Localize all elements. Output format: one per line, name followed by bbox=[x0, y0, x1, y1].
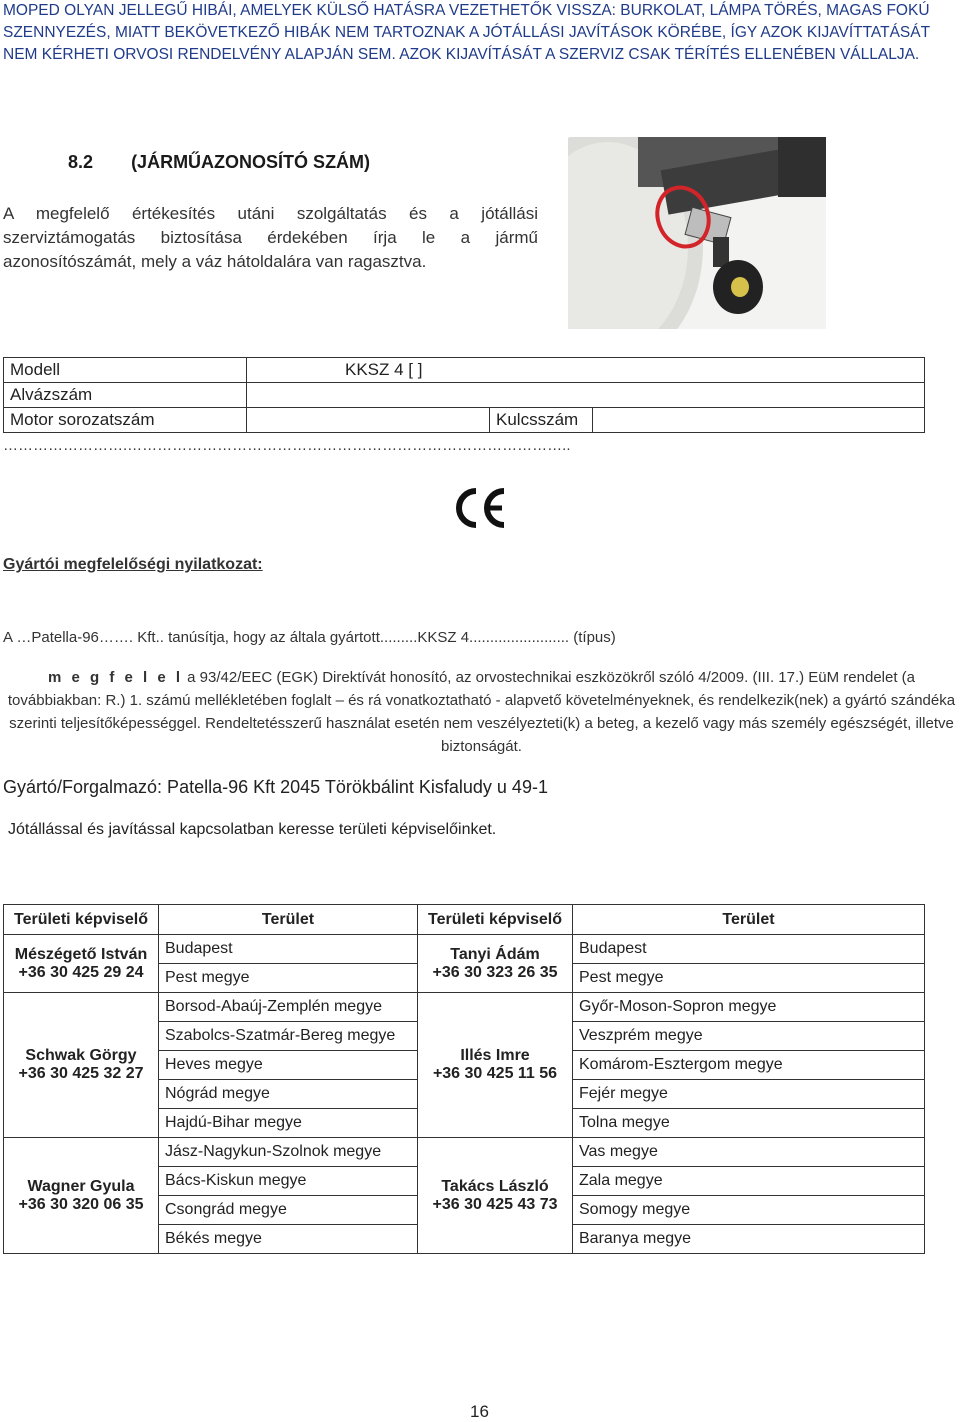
rep-cell: Takács László +36 30 425 43 73 bbox=[418, 1138, 573, 1254]
key-number-label: Kulcsszám bbox=[490, 408, 593, 433]
declaration-spaced-word: m e g f e l e l bbox=[47, 669, 183, 686]
region-cell: Csongrád megye bbox=[159, 1196, 418, 1225]
ce-mark-icon bbox=[452, 487, 508, 529]
declaration-title: Gyártói megfelelőségi nyilatkozat: bbox=[3, 556, 263, 573]
region-cell: Baranya megye bbox=[573, 1225, 925, 1254]
section-number: 8.2 bbox=[68, 152, 94, 172]
region-cell: Pest megye bbox=[573, 964, 925, 993]
region-cell: Heves megye bbox=[159, 1051, 418, 1080]
region-cell: Hajdú-Bihar megye bbox=[159, 1109, 418, 1138]
region-cell: Budapest bbox=[573, 935, 925, 964]
region-cell: Veszprém megye bbox=[573, 1022, 925, 1051]
header-rep-right: Területi képviselő bbox=[418, 905, 573, 935]
model-value: KKSZ 4 [ ] bbox=[247, 358, 925, 383]
chassis-label: Alvázszám bbox=[4, 383, 247, 408]
motor-serial-field bbox=[247, 408, 490, 433]
table-row bbox=[4, 993, 925, 1022]
region-cell: Zala megye bbox=[573, 1167, 925, 1196]
declaration-text: a 93/42/EEC (EGK) Direktívát honosító, az orvostechnikai eszközökről szóló 4/2009. (III. 17.) EüM rendelet (a továbbiakban: R.) 1. számú mellékletében foglalt – és rá vonatkoztatható - alapvető követelményeknek, és rendelkezik(nek) a gyártó szándéka szerinti teljesítőképességgel. Rendeltetésszerű használat esetén nem veszélyezteti(k) a beteg, a kezelő vagy más személy egészségét, illetve biztonságát. bbox=[7, 669, 956, 755]
region-cell: Győr-Moson-Sopron megye bbox=[573, 993, 925, 1022]
region-cell: Nógrád megye bbox=[159, 1080, 418, 1109]
rep-cell: Wagner Gyula +36 30 320 06 35 bbox=[4, 1138, 159, 1254]
region-cell: Vas megye bbox=[573, 1138, 925, 1167]
region-cell: Tolna megye bbox=[573, 1109, 925, 1138]
section-title: (JÁRMŰAZONOSÍTÓ SZÁM) bbox=[131, 152, 371, 172]
section-heading bbox=[68, 152, 370, 173]
key-number-field bbox=[593, 408, 925, 433]
rep-cell: Illés Imre +36 30 425 11 56 bbox=[418, 993, 573, 1138]
rep-cell: Mészégető István +36 30 425 29 24 bbox=[4, 935, 159, 993]
motor-serial-label: Motor sorozatszám bbox=[4, 408, 247, 433]
region-cell: Pest megye bbox=[159, 964, 418, 993]
warranty-contact-line: Jótállással és javítással kapcsolatban keresse területi képviselőinket. bbox=[8, 821, 497, 838]
region-cell: Szabolcs-Szatmár-Bereg megye bbox=[159, 1022, 418, 1051]
rep-cell: Tanyi Ádám +36 30 323 26 35 bbox=[418, 935, 573, 993]
dotted-line: …………………….…………………………………………………………………………….. bbox=[3, 437, 571, 454]
vehicle-id-sticker-photo bbox=[568, 137, 826, 329]
header-rep-left: Területi képviselő bbox=[4, 905, 159, 935]
warranty-exclusion-notice: MOPED OLYAN JELLEGŰ HIBÁI, AMELYEK KÜLSŐ HATÁSRA VEZETHETŐK VISSZA: BURKOLAT, LÁMPA TÖRÉS, MAGAS FOKÚ SZENNYEZÉS, MIATT BEKÖVETKEZŐ HIBÁK NEM TARTOZNAK A JÓTÁLLÁSI JAVÍTÁSOK KÖRÉBE, ÍGY AZOK KIJAVÍTTATÁSÁT NEM KÉRHETI ORVOSI RENDELVÉNY ALAPJÁN SEM. AZOK KIJAVÍTÁSÁT A SZERVIZ CSAK TÉRÍTÉS ELLENÉBEN VÁLLALJA. bbox=[3, 2, 930, 63]
page-number: 16 bbox=[470, 1402, 489, 1421]
region-cell: Somogy megye bbox=[573, 1196, 925, 1225]
manufacturer-line: Gyártó/Forgalmazó: Patella-96 Kft 2045 Törökbálint Kisfaludy u 49-1 bbox=[3, 777, 548, 797]
vehicle-id-form bbox=[3, 357, 925, 433]
region-cell: Budapest bbox=[159, 935, 418, 964]
region-cell: Jász-Nagykun-Szolnok megye bbox=[159, 1138, 418, 1167]
section-intro: A megfelelő értékesítés utáni szolgáltatás és a jótállási szerviztámogatás biztosítása érdekében írja le a jármű azonosítószámát, mely a váz hátoldalára van ragasztva. bbox=[3, 204, 538, 271]
region-cell: Fejér megye bbox=[573, 1080, 925, 1109]
declaration-line: A …Patella-96……. Kft.. tanúsítja, hogy az általa gyártott.........KKSZ 4........................ (típus) bbox=[3, 629, 616, 646]
header-region-right: Terület bbox=[573, 905, 925, 935]
region-cell: Komárom-Esztergom megye bbox=[573, 1051, 925, 1080]
declaration-body bbox=[3, 666, 960, 758]
region-cell: Bács-Kiskun megye bbox=[159, 1167, 418, 1196]
region-cell: Békés megye bbox=[159, 1225, 418, 1254]
representatives-table bbox=[3, 904, 925, 1254]
table-row bbox=[4, 935, 925, 964]
table-row bbox=[4, 1138, 925, 1167]
chassis-field bbox=[247, 383, 925, 408]
model-label: Modell bbox=[4, 358, 247, 383]
header-region-left: Terület bbox=[159, 905, 418, 935]
rep-cell: Schwak Görgy +36 30 425 32 27 bbox=[4, 993, 159, 1138]
region-cell: Borsod-Abaúj-Zemplén megye bbox=[159, 993, 418, 1022]
